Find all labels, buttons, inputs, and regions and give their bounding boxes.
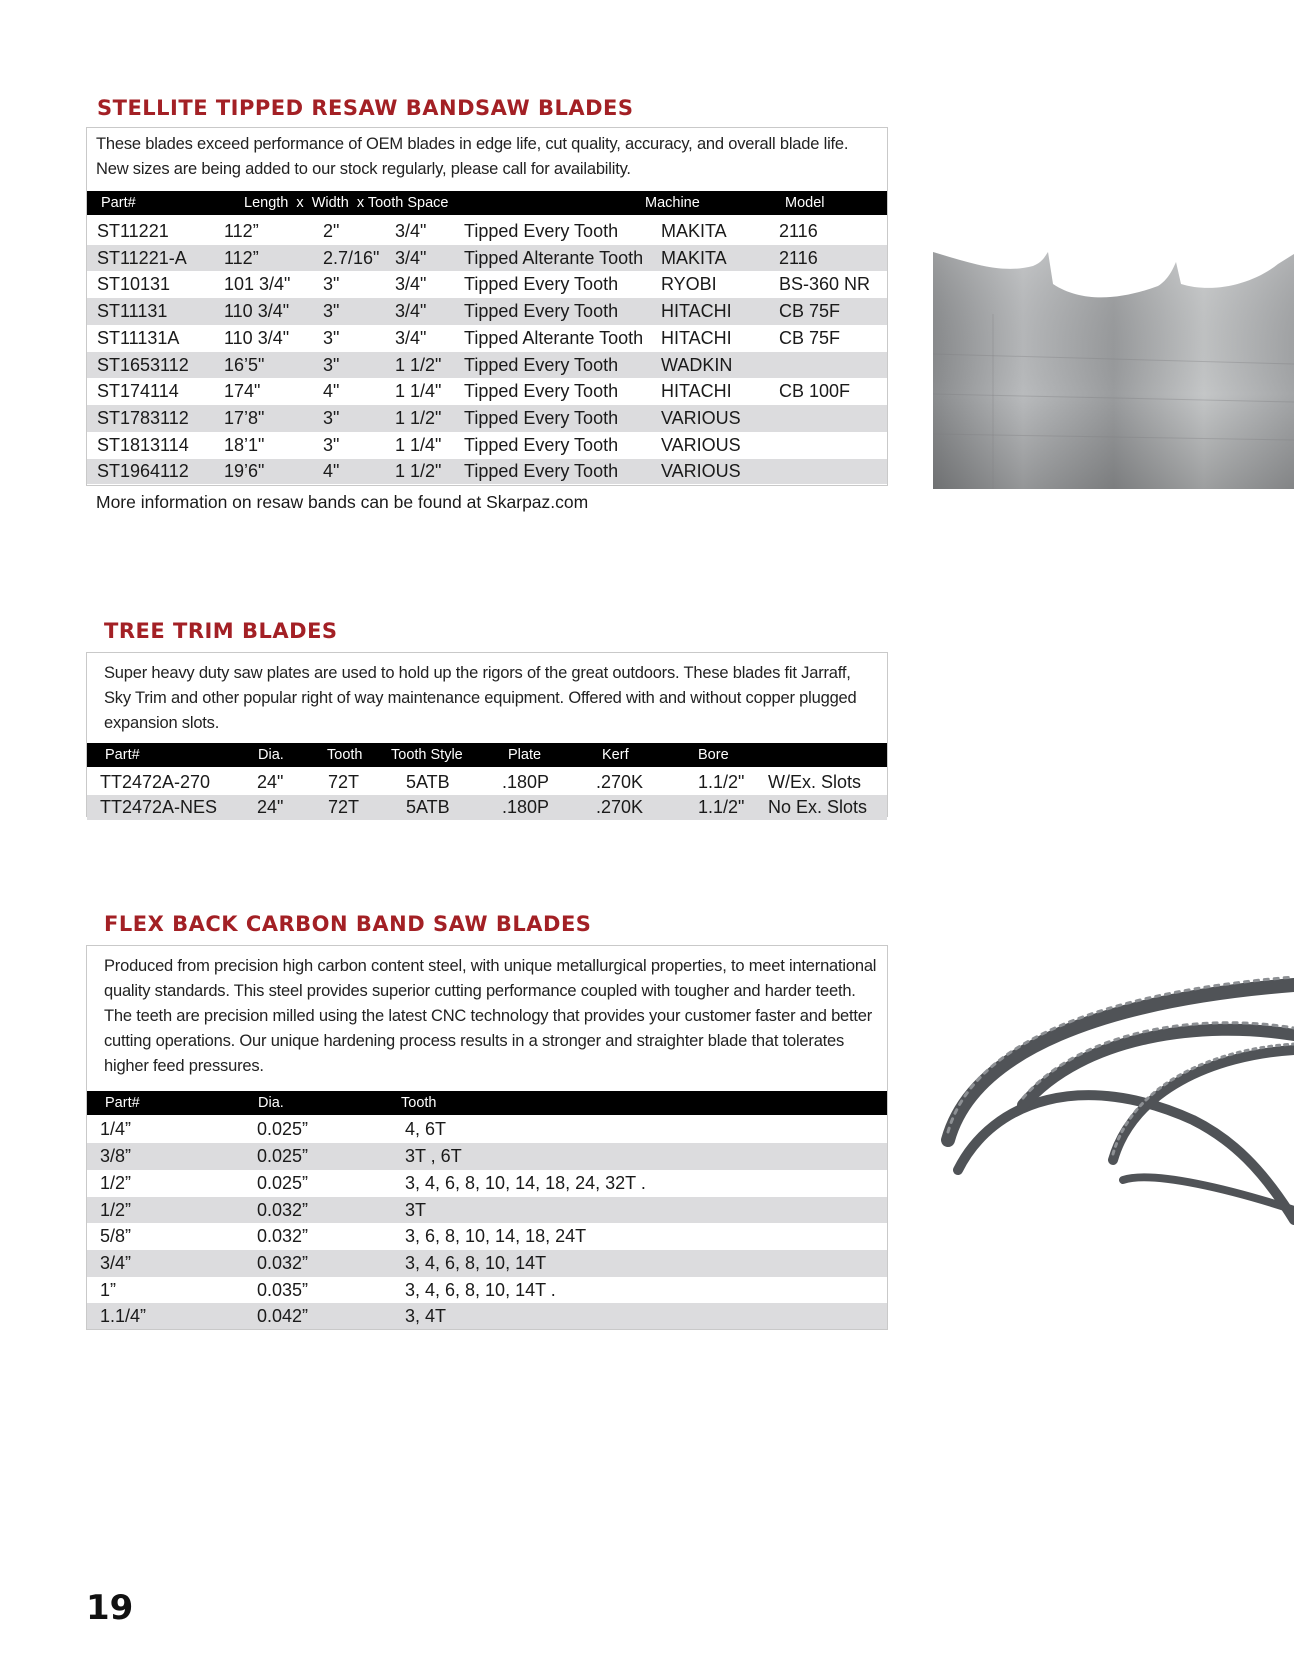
- table-row: [87, 1223, 887, 1250]
- resaw-table-box: [86, 127, 888, 486]
- table-cell: 19’6": [224, 461, 265, 481]
- table-cell: .270K: [596, 797, 644, 817]
- header-dimensions: Length x Width x Tooth Space: [244, 195, 449, 211]
- table-cell: 3, 4, 6, 8, 10, 14T: [405, 1253, 547, 1273]
- page-number: 19: [86, 1588, 134, 1628]
- table-cell: .180P: [502, 797, 550, 817]
- table-cell: 110 3/4": [224, 328, 290, 348]
- table-cell: ST11221-A: [97, 248, 187, 268]
- table-cell: 3": [323, 355, 340, 375]
- table-cell: 1.1/2": [698, 797, 745, 817]
- table-cell: HITACHI: [661, 328, 732, 348]
- table-cell: BS-360 NR: [779, 274, 871, 294]
- table-row: [87, 405, 887, 432]
- table-row: [87, 271, 887, 298]
- table-row: [87, 325, 887, 352]
- table-cell: 5ATB: [406, 797, 450, 817]
- tree-trim-section-title: TREE TRIM BLADES: [104, 619, 338, 643]
- table-cell: ST1783112: [97, 408, 189, 428]
- table-cell: 3/4": [395, 221, 427, 241]
- table-cell: 112”: [224, 248, 259, 268]
- table-cell: Tipped Alterante Tooth: [464, 248, 644, 268]
- table-row: [87, 432, 887, 459]
- table-row: [87, 1143, 887, 1170]
- table-cell: Tipped Every Tooth: [464, 301, 619, 321]
- table-row: [87, 218, 887, 245]
- table-cell: W/Ex. Slots: [768, 772, 862, 792]
- table-row: [87, 1197, 887, 1223]
- table-cell: 1 1/2": [395, 355, 442, 375]
- header-plate: Plate: [508, 747, 542, 763]
- coiled-band-saw-blade-image: [933, 940, 1294, 1230]
- table-cell: 174": [224, 381, 261, 401]
- table-row: [87, 1250, 887, 1277]
- table-cell: 0.042”: [257, 1306, 309, 1326]
- table-row: [87, 352, 887, 378]
- table-cell: WADKIN: [661, 355, 733, 375]
- table-cell: CB 75F: [779, 301, 841, 321]
- bandsaw-blade-closeup-image: [933, 244, 1294, 489]
- header-diameter: Dia.: [258, 747, 284, 763]
- table-cell: CB 100F: [779, 381, 851, 401]
- resaw-section-title: STELLITE TIPPED RESAW BANDSAW BLADES: [97, 96, 634, 120]
- table-cell: 1.1/2": [698, 772, 745, 792]
- table-cell: 2.7/16": [323, 248, 380, 268]
- header-part: Part#: [105, 1095, 140, 1111]
- table-row: [87, 1170, 887, 1197]
- table-cell: .180P: [502, 772, 550, 792]
- table-cell: Tipped Every Tooth: [464, 381, 619, 401]
- table-cell: ST1964112: [97, 461, 189, 481]
- table-cell: 0.025”: [257, 1146, 309, 1166]
- table-cell: Tipped Every Tooth: [464, 274, 619, 294]
- table-cell: 0.035”: [257, 1280, 309, 1300]
- table-cell: TT2472A-270: [100, 772, 211, 792]
- table-cell: 3": [323, 301, 340, 321]
- table-cell: 1 1/2": [395, 408, 442, 428]
- table-cell: 18’1": [224, 435, 265, 455]
- table-cell: Tipped Every Tooth: [464, 435, 619, 455]
- table-cell: 3": [323, 435, 340, 455]
- tree-trim-table-body: [87, 769, 887, 820]
- table-cell: 5/8”: [100, 1226, 132, 1246]
- table-cell: 3/4": [395, 328, 427, 348]
- table-cell: VARIOUS: [661, 408, 741, 428]
- table-cell: 0.025”: [257, 1119, 309, 1139]
- resaw-table-header: [87, 191, 887, 215]
- table-cell: 17’8": [224, 408, 265, 428]
- table-cell: 0.032”: [257, 1253, 309, 1273]
- table-cell: 110 3/4": [224, 301, 290, 321]
- flex-back-table-box: [86, 945, 888, 1330]
- table-cell: 16’5": [224, 355, 265, 375]
- table-cell: 4": [323, 461, 340, 481]
- flex-back-blade-photo: [933, 940, 1294, 1230]
- table-cell: 1 1/2": [395, 461, 442, 481]
- table-cell: 24": [257, 772, 284, 792]
- flex-back-table-body: [87, 1116, 887, 1329]
- header-bore: Bore: [698, 747, 729, 763]
- table-cell: No Ex. Slots: [768, 797, 868, 817]
- table-cell: CB 75F: [779, 328, 841, 348]
- header-part: Part#: [101, 195, 136, 211]
- table-cell: 3, 4, 6, 8, 10, 14, 18, 24, 32T .: [405, 1173, 646, 1193]
- tree-trim-table-box: [86, 652, 888, 817]
- flex-back-section-title: FLEX BACK CARBON BAND SAW BLADES: [104, 912, 592, 936]
- table-cell: 4": [323, 381, 340, 401]
- table-cell: Tipped Every Tooth: [464, 408, 619, 428]
- table-cell: 72T: [328, 772, 360, 792]
- table-cell: 3/4": [395, 301, 427, 321]
- table-cell: .270K: [596, 772, 644, 792]
- table-cell: 0.032”: [257, 1226, 309, 1246]
- table-cell: ST11221: [97, 221, 169, 241]
- table-cell: 3/4": [395, 248, 427, 268]
- table-cell: 1”: [100, 1280, 117, 1300]
- table-row: [87, 378, 887, 405]
- table-cell: 101 3/4": [224, 274, 291, 294]
- table-cell: 1 1/4": [395, 381, 442, 401]
- table-cell: 4, 6T: [405, 1119, 447, 1139]
- tree-trim-table-header: [87, 743, 887, 767]
- table-cell: 3/8”: [100, 1146, 132, 1166]
- header-kerf: Kerf: [602, 747, 629, 763]
- header-tooth: Tooth: [327, 747, 363, 763]
- table-cell: Tipped Every Tooth: [464, 461, 619, 481]
- table-cell: HITACHI: [661, 301, 732, 321]
- table-cell: Tipped Alterante Tooth: [464, 328, 644, 348]
- table-cell: 3, 4T: [405, 1306, 447, 1326]
- table-cell: Tipped Every Tooth: [464, 221, 619, 241]
- table-row: [87, 298, 887, 325]
- flex-back-description: Produced from precision high carbon content steel, with unique metallurgical properties, to meet international quality standards. This steel provides superior cutting performance coupled with tougher and harder teeth. The teeth are precision milled using the latest CNC technology that provides your customer faster and better cutting operations. Our unique hardening process results in a stronger and straighter blade that tolerates higher feed pressures.: [104, 957, 877, 1075]
- table-row: [87, 459, 887, 484]
- table-cell: 3T: [405, 1200, 427, 1220]
- table-cell: ST10131: [97, 274, 171, 294]
- table-cell: RYOBI: [661, 274, 717, 294]
- resaw-blade-photo: [933, 244, 1294, 489]
- table-cell: VARIOUS: [661, 461, 741, 481]
- table-cell: VARIOUS: [661, 435, 741, 455]
- header-tooth-style: Tooth Style: [391, 747, 463, 763]
- table-row: [87, 795, 887, 820]
- flex-back-table-header: [87, 1091, 887, 1115]
- header-part: Part#: [105, 747, 140, 763]
- table-cell: 112”: [224, 221, 259, 241]
- table-cell: HITACHI: [661, 381, 732, 401]
- resaw-footnote: More information on resaw bands can be found at Skarpaz.com: [96, 492, 589, 512]
- table-cell: 3": [323, 408, 340, 428]
- table-cell: 3/4": [395, 274, 427, 294]
- table-cell: 1/2”: [100, 1173, 132, 1193]
- table-cell: 0.032”: [257, 1200, 309, 1220]
- table-cell: 72T: [328, 797, 360, 817]
- table-cell: 3, 4, 6, 8, 10, 14T .: [405, 1280, 556, 1300]
- table-cell: 1/4”: [100, 1119, 132, 1139]
- table-cell: 1/2”: [100, 1200, 132, 1220]
- table-cell: ST11131A: [97, 328, 180, 348]
- resaw-table-body: [87, 218, 887, 484]
- table-cell: 2116: [779, 221, 818, 241]
- resaw-description: These blades exceed performance of OEM blades in edge life, cut quality, accuracy, and overall blade life. New sizes are being added to our stock regularly, please call for availability.: [96, 135, 849, 178]
- table-cell: ST1653112: [97, 355, 189, 375]
- table-row: [87, 1303, 887, 1329]
- header-tooth: Tooth: [401, 1095, 437, 1111]
- table-cell: 3": [323, 328, 340, 348]
- table-cell: 3/4”: [100, 1253, 132, 1273]
- table-cell: 2116: [779, 248, 818, 268]
- table-row: [87, 1277, 887, 1303]
- table-cell: 24": [257, 797, 284, 817]
- table-cell: MAKITA: [661, 221, 727, 241]
- table-cell: 3, 6, 8, 10, 14, 18, 24T: [405, 1226, 587, 1246]
- table-cell: Tipped Every Tooth: [464, 355, 619, 375]
- table-row: [87, 1116, 887, 1143]
- table-cell: ST11131: [97, 301, 168, 321]
- table-row: [87, 769, 887, 795]
- table-cell: 2": [323, 221, 340, 241]
- table-cell: ST1813114: [97, 435, 189, 455]
- table-cell: 3": [323, 274, 340, 294]
- table-row: [87, 245, 887, 271]
- table-cell: 0.025”: [257, 1173, 309, 1193]
- table-cell: TT2472A-NES: [100, 797, 218, 817]
- header-diameter: Dia.: [258, 1095, 284, 1111]
- table-cell: ST174114: [97, 381, 179, 401]
- tree-trim-description: Super heavy duty saw plates are used to hold up the rigors of the great outdoors. These blades fit Jarraff, Sky Trim and other popular right of way maintenance equipment. Offered with and without copper plugged expansion slots.: [104, 664, 857, 732]
- header-model: Model: [785, 195, 825, 211]
- header-machine: Machine: [645, 195, 700, 211]
- table-cell: 1 1/4": [395, 435, 442, 455]
- table-cell: 1.1/4”: [100, 1306, 147, 1326]
- table-cell: 3T , 6T: [405, 1146, 462, 1166]
- table-cell: 5ATB: [406, 772, 450, 792]
- table-cell: MAKITA: [661, 248, 727, 268]
